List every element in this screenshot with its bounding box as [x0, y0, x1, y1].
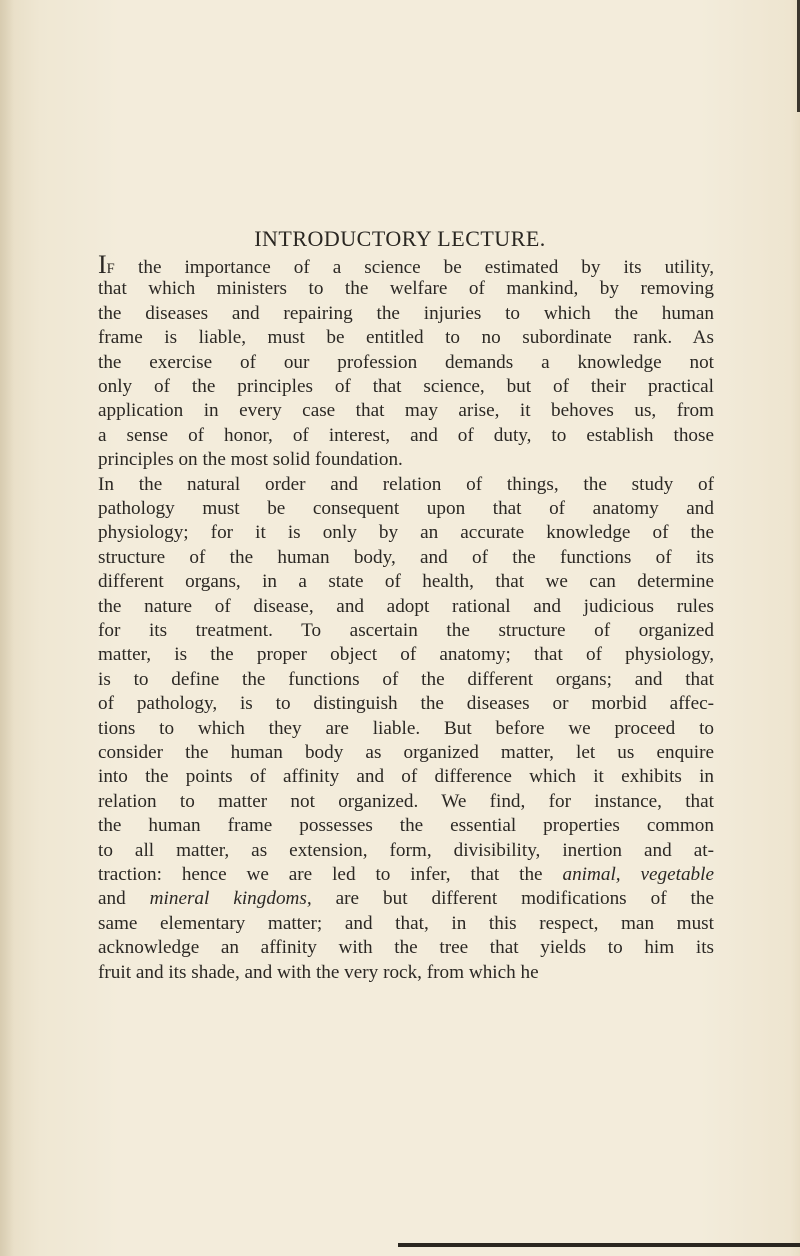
text-line: frame is liable, must be entitled to no subordinate rank. As: [98, 327, 714, 349]
text-line: the human frame possesses the essential properties common: [98, 815, 714, 837]
text-line: to all matter, as extension, form, divisibility, inertion and at-: [98, 839, 714, 861]
text-line: fruit and its shade, and with the very rock, from which he: [98, 961, 539, 983]
text-span: traction: hence we are led to infer, that the: [98, 864, 563, 885]
text-line: application in every case that may arise, it behoves us, from: [98, 400, 714, 422]
text-line: of pathology, is to distinguish the diseases or morbid affec-: [98, 693, 714, 715]
text-line: structure of the human body, and of the functions of its: [98, 546, 714, 568]
italic-phrase: mineral kingdoms,: [149, 888, 312, 910]
text-line: physiology; for it is only by an accurate knowledge of the: [98, 522, 714, 544]
text-line: [98, 863, 714, 887]
text-line: the nature of disease, and adopt rational and judicious rules: [98, 595, 714, 617]
lecture-heading: INTRODUCTORY LECTURE.: [254, 226, 546, 251]
text-line: a sense of honor, of interest, and of duty, to establish those: [98, 424, 714, 446]
text-span: the importance of a science be estimated by its utility,: [115, 257, 714, 278]
text-line: into the points of affinity and of difference which it exhibits in: [98, 766, 714, 788]
binding-gutter: [0, 0, 14, 1256]
text-line: the exercise of our profession demands a knowledge not: [98, 351, 714, 373]
text-line: tions to which they are liable. But before we proceed to: [98, 717, 714, 739]
small-cap: F: [106, 261, 116, 277]
text-line: is to define the functions of the different organs; and that: [98, 668, 714, 690]
text-line: different organs, in a state of health, that we can determine: [98, 571, 714, 593]
italic-phrase: animal, vegetable: [562, 864, 714, 885]
text-line: for its treatment. To ascertain the structure of organized: [98, 620, 714, 641]
text-line: consider the human body as organized matter, let us enquire: [98, 742, 714, 763]
text-line: In the natural order and relation of things, the study of: [98, 473, 714, 495]
text-span: and: [98, 888, 150, 910]
drop-cap: I: [98, 250, 107, 279]
text-line: same elementary matter; and that, in this respect, man must: [98, 912, 714, 934]
text-line: acknowledge an affinity with the tree that yields to him its: [98, 937, 714, 959]
text-line: [98, 887, 714, 911]
text-line: relation to matter not organized. We find, for instance, that: [98, 790, 714, 812]
text-line: the diseases and repairing the injuries to which the human: [98, 302, 714, 324]
bottom-edge-rule: [398, 1243, 800, 1247]
text-line: pathology must be consequent upon that of anatomy and: [98, 498, 714, 519]
text-line: only of the principles of that science, but of their practical: [98, 376, 714, 397]
text-span: are but different modifications of the: [311, 888, 714, 910]
text-line: matter, is the proper object of anatomy; that of physiology,: [98, 644, 714, 666]
text-line: principles on the most solid foundation.: [98, 449, 403, 471]
text-line: that which ministers to the welfare of mankind, by removing: [98, 278, 714, 300]
